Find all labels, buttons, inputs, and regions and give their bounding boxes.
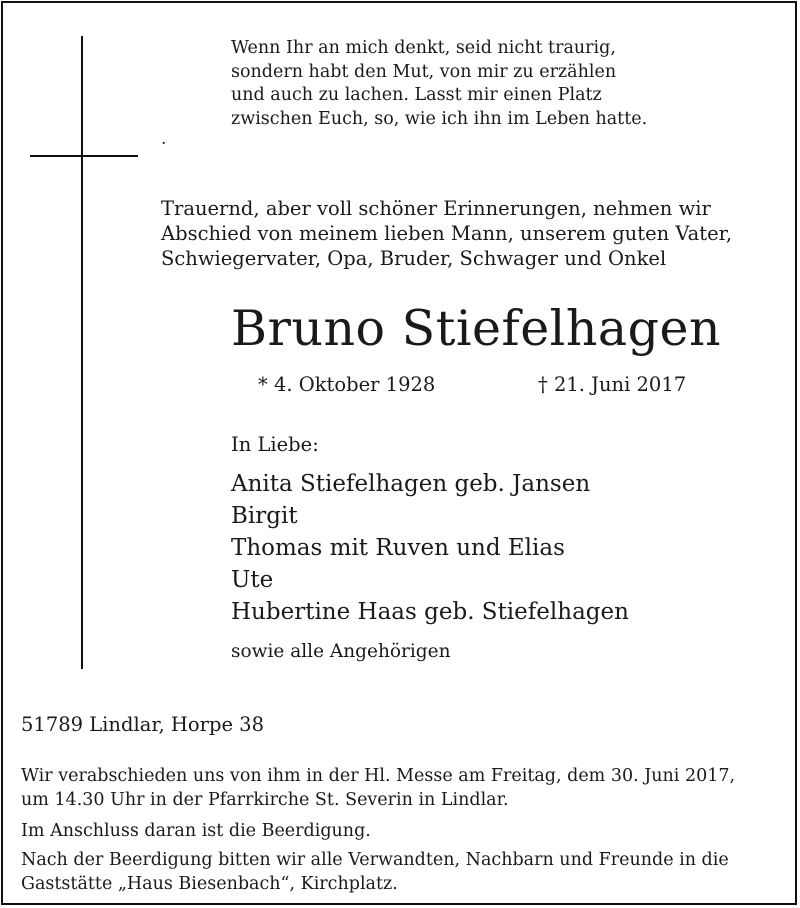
mass-details: [21, 765, 791, 812]
poem-line: sondern habt den Mut, von mir zu erzählen: [231, 61, 617, 82]
poem-line: und auch zu lachen. Lasst mir einen Platz: [231, 85, 602, 105]
announcement-text: [161, 196, 732, 271]
poem-line: zwischen Euch, so, wie ich ihn im Leben hatte.: [231, 108, 648, 129]
mourner-name: Birgit: [231, 503, 298, 529]
birth-date: * 4. Oktober 1928: [258, 373, 436, 396]
reception-line: Nach der Beerdigung bitten wir alle Verwandten, Nachbarn und Freunde in die: [21, 850, 729, 870]
mourner-name: Thomas mit Ruven und Elias: [231, 535, 565, 561]
memorial-poem: [231, 37, 647, 131]
obituary-notice: [1, 1, 797, 905]
relatives-note: sowie alle Angehörigen: [231, 641, 451, 662]
mourners-heading: In Liebe:: [231, 433, 319, 456]
cross-horizontal-beam: [30, 155, 138, 157]
cross-vertical-beam: [81, 36, 83, 669]
poem-trailing-dot: .: [161, 129, 167, 149]
deceased-name: Bruno Stiefelhagen: [231, 300, 722, 357]
mourner-name: Anita Stiefelhagen geb. Jansen: [231, 471, 591, 497]
mourner-name: Hubertine Haas geb. Stiefelhagen: [231, 599, 629, 625]
announcement-line: Trauernd, aber voll schöner Erinnerungen, nehmen wir: [161, 197, 711, 220]
burial-line: Im Anschluss daran ist die Beerdigung.: [21, 821, 371, 841]
family-address: 51789 Lindlar, Horpe 38: [21, 713, 264, 736]
mourner-name: Ute: [231, 567, 274, 593]
announcement-line: Abschied von meinem lieben Mann, unserem guten Vater,: [161, 222, 733, 245]
reception-line: Gaststätte „Haus Biesenbach“, Kirchplatz.: [21, 873, 398, 894]
mass-line: um 14.30 Uhr in der Pfarrkirche St. Severin in Lindlar.: [21, 789, 509, 810]
mourners-list: [231, 468, 629, 628]
burial-details: [21, 820, 791, 844]
death-date: † 21. Juni 2017: [538, 373, 687, 396]
poem-line: Wenn Ihr an mich denkt, seid nicht traurig,: [231, 38, 616, 58]
announcement-line: Schwiegervater, Opa, Bruder, Schwager und Onkel: [161, 247, 667, 270]
reception-details: [21, 849, 791, 896]
mass-line: Wir verabschieden uns von ihm in der Hl. Messe am Freitag, dem 30. Juni 2017,: [21, 766, 736, 786]
